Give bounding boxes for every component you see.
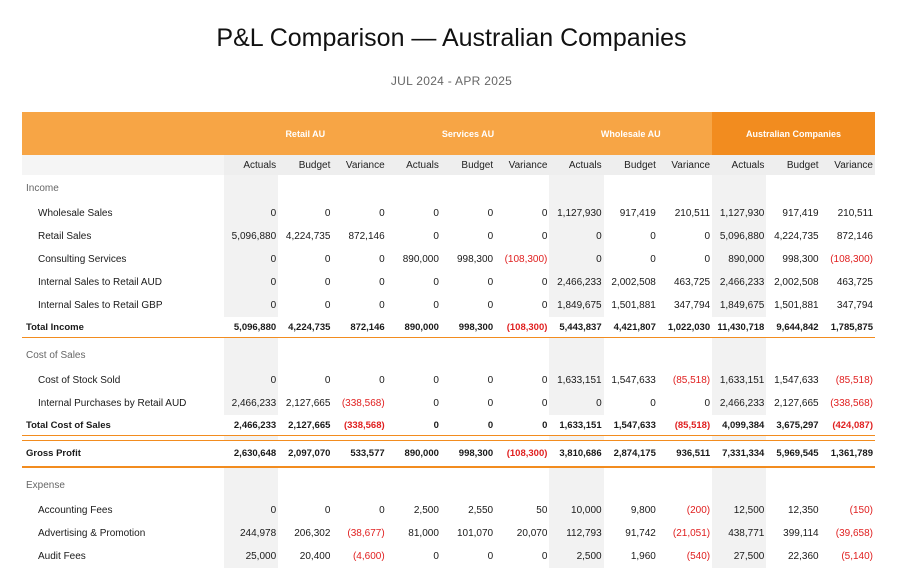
col-actuals: Actuals [549, 155, 603, 175]
value-cell: 0 [549, 392, 603, 415]
value-cell: 2,097,070 [278, 441, 332, 468]
value-cell: (108,300) [830, 254, 873, 265]
col-variance: Variance [821, 155, 875, 175]
row-label: Internal Sales to Retail AUD [38, 277, 162, 288]
value-cell: 206,302 [294, 528, 331, 539]
value-cell: 399,114 [783, 528, 819, 539]
value-cell: 0 [541, 398, 548, 409]
value-cell: 12,350 [787, 505, 819, 516]
row-label: Gross Profit [22, 441, 224, 468]
value-cell: 4,224,735 [278, 317, 332, 338]
value-cell: 3,675,297 [766, 415, 820, 436]
section-fill-cell [658, 472, 712, 499]
value-cell: 2,466,233 [712, 392, 766, 415]
value-cell: 0 [433, 300, 439, 311]
value-cell: 9,800 [630, 505, 656, 516]
value-cell: (85,518) [658, 415, 712, 436]
value-cell: (4,600) [352, 551, 385, 562]
value-cell: 0 [324, 300, 331, 311]
value-cell: 0 [433, 375, 439, 386]
table-row [22, 392, 875, 415]
value-cell: 0 [487, 375, 494, 386]
value-cell: 890,000 [712, 248, 766, 271]
row-label: Cost of Stock Sold [38, 375, 121, 386]
section-fill-cell [766, 472, 820, 499]
value-cell: (338,568) [341, 398, 385, 409]
value-cell: 25,000 [224, 545, 278, 568]
value-cell: 890,000 [402, 254, 439, 265]
section-fill-cell [441, 175, 495, 202]
section-label: Expense [26, 480, 65, 491]
value-cell: 2,630,648 [224, 441, 278, 468]
value-cell: 5,969,545 [766, 441, 820, 468]
value-cell: (200) [686, 505, 711, 516]
table-row [22, 225, 875, 248]
row-label: Total Cost of Sales [22, 415, 224, 436]
value-cell: 0 [487, 551, 494, 562]
value-cell: 1,785,875 [821, 317, 875, 338]
value-cell: (85,518) [672, 375, 711, 386]
row-label: Audit Fees [38, 551, 86, 562]
value-cell: 0 [324, 277, 331, 288]
group-header-row [22, 112, 875, 155]
section-fill-cell [712, 472, 766, 499]
value-cell: 0 [379, 208, 385, 219]
section-fill-cell [712, 342, 766, 369]
value-cell: 0 [224, 369, 278, 392]
col-variance: Variance [658, 155, 712, 175]
value-cell: (39,658) [835, 528, 873, 539]
value-cell: 0 [487, 208, 494, 219]
value-cell: 5,096,880 [224, 225, 278, 248]
value-cell: 1,127,930 [549, 202, 603, 225]
table-row [22, 271, 875, 294]
group-header-retail-au: Retail AU [224, 112, 387, 155]
value-cell: 4,224,735 [285, 231, 331, 242]
row-label: Accounting Fees [38, 505, 113, 516]
section-fill-cell [441, 472, 495, 499]
value-cell: 2,466,233 [224, 415, 278, 436]
value-cell: 0 [224, 271, 278, 294]
value-cell: 2,500 [549, 545, 603, 568]
pl-table [22, 112, 875, 568]
value-cell: 0 [379, 505, 385, 516]
value-cell: 3,810,686 [549, 441, 603, 468]
section-label: Income [26, 183, 59, 194]
subcolumn-header-row [22, 155, 875, 175]
value-cell: (540) [686, 551, 711, 562]
value-cell: 0 [487, 231, 494, 242]
value-cell: 1,501,881 [774, 300, 819, 311]
pl-report [22, 112, 875, 568]
section-fill-cell [604, 175, 658, 202]
value-cell: 2,002,508 [611, 277, 656, 288]
value-cell: 20,070 [516, 528, 548, 539]
value-cell: 1,960 [630, 551, 656, 562]
value-cell: 0 [433, 551, 439, 562]
value-cell: 81,000 [408, 528, 439, 539]
value-cell: 1,127,930 [712, 202, 766, 225]
table-row [22, 294, 875, 317]
table-row [22, 202, 875, 225]
section-fill-cell [332, 175, 386, 202]
value-cell: 0 [379, 375, 385, 386]
row-label: Advertising & Promotion [38, 528, 146, 539]
section-fill-cell [766, 175, 820, 202]
group-header-blank [22, 112, 224, 155]
value-cell: 0 [549, 225, 603, 248]
value-cell: 1,547,633 [604, 415, 658, 436]
value-cell: 917,419 [619, 208, 656, 219]
value-cell: 0 [379, 254, 385, 265]
value-cell: 1,633,151 [712, 369, 766, 392]
value-cell: 0 [224, 294, 278, 317]
section-fill-cell [387, 472, 441, 499]
section-fill-cell [495, 342, 549, 369]
gross-profit-row [22, 441, 875, 468]
value-cell: 27,500 [712, 545, 766, 568]
value-cell: 0 [487, 398, 494, 409]
section-fill-cell [604, 342, 658, 369]
group-header-australian-companies: Australian Companies [712, 112, 875, 155]
value-cell: 0 [704, 398, 711, 409]
col-budget: Budget [604, 155, 658, 175]
section-fill-cell [604, 472, 658, 499]
section-fill-cell [495, 175, 549, 202]
section-cost-of-sales [22, 342, 875, 369]
section-expense [22, 472, 875, 499]
value-cell: 0 [650, 254, 656, 265]
section-fill-cell [821, 472, 875, 499]
group-header-services-au: Services AU [387, 112, 550, 155]
value-cell: 998,300 [456, 254, 494, 265]
value-cell: 10,000 [549, 499, 603, 522]
value-cell: 0 [650, 231, 656, 242]
section-fill-cell [224, 472, 278, 499]
total-row [22, 317, 875, 338]
row-label: Consulting Services [38, 254, 127, 265]
section-fill-cell [387, 342, 441, 369]
table-row [22, 369, 875, 392]
section-fill-cell [278, 342, 332, 369]
value-cell: 0 [541, 551, 548, 562]
value-cell: 1,501,881 [611, 300, 656, 311]
value-cell: 347,794 [836, 300, 873, 311]
section-income [22, 175, 875, 202]
section-fill-cell [549, 472, 603, 499]
value-cell: 112,793 [549, 522, 603, 545]
value-cell: (38,677) [347, 528, 385, 539]
value-cell: 872,146 [348, 231, 385, 242]
value-cell: 0 [704, 254, 711, 265]
report-title: P&L Comparison — Australian Companies [216, 24, 687, 52]
value-cell: 2,466,233 [224, 392, 278, 415]
value-cell: 0 [324, 505, 331, 516]
value-cell: 872,146 [332, 317, 386, 338]
value-cell: 50 [536, 505, 548, 516]
section-fill-cell [821, 175, 875, 202]
value-cell: 2,127,665 [285, 398, 331, 409]
table-row [22, 499, 875, 522]
section-fill-cell [549, 342, 603, 369]
row-label: Internal Sales to Retail GBP [38, 300, 163, 311]
table-row [22, 248, 875, 271]
value-cell: 91,742 [625, 528, 656, 539]
value-cell: (5,140) [841, 551, 873, 562]
value-cell: 5,443,837 [549, 317, 603, 338]
section-fill-cell [821, 342, 875, 369]
value-cell: 0 [650, 398, 656, 409]
value-cell: 4,224,735 [774, 231, 819, 242]
section-fill-cell [332, 472, 386, 499]
value-cell: 0 [433, 231, 439, 242]
section-fill-cell [658, 175, 712, 202]
value-cell: 0 [433, 398, 439, 409]
value-cell: (108,300) [495, 317, 549, 338]
section-fill-cell [441, 342, 495, 369]
value-cell: 0 [387, 415, 441, 436]
section-fill-cell [224, 175, 278, 202]
value-cell: 12,500 [712, 499, 766, 522]
col-variance: Variance [495, 155, 549, 175]
value-cell: 0 [541, 231, 548, 242]
section-fill-cell [224, 342, 278, 369]
value-cell: 210,511 [837, 208, 873, 219]
value-cell: 22,360 [787, 551, 819, 562]
value-cell: 463,725 [673, 277, 711, 288]
value-cell: 463,725 [836, 277, 873, 288]
value-cell: 890,000 [387, 441, 441, 468]
value-cell: 1,361,789 [821, 441, 875, 468]
value-cell: 998,300 [441, 317, 495, 338]
value-cell: (338,568) [332, 415, 386, 436]
section-fill-cell [278, 175, 332, 202]
col-actuals: Actuals [224, 155, 278, 175]
value-cell: 0 [541, 375, 548, 386]
col-budget: Budget [766, 155, 820, 175]
value-cell: 4,421,807 [604, 317, 658, 338]
value-cell: 4,099,384 [712, 415, 766, 436]
value-cell: 0 [433, 208, 439, 219]
section-fill-cell [495, 472, 549, 499]
value-cell: 20,400 [299, 551, 331, 562]
value-cell: 2,500 [413, 505, 439, 516]
value-cell: 0 [541, 277, 548, 288]
value-cell: 0 [379, 277, 385, 288]
value-cell: 0 [379, 300, 385, 311]
value-cell: (21,051) [672, 528, 711, 539]
value-cell: 1,633,151 [549, 415, 603, 436]
value-cell: 917,419 [782, 208, 819, 219]
value-cell: (424,087) [821, 415, 875, 436]
value-cell: 1,849,675 [712, 294, 766, 317]
value-cell: 2,127,665 [278, 415, 332, 436]
value-cell: 2,127,665 [774, 398, 819, 409]
value-cell: 11,430,718 [712, 317, 766, 338]
row-label: Total Income [22, 317, 224, 338]
row-label: Internal Purchases by Retail AUD [38, 398, 187, 409]
value-cell: 7,331,334 [712, 441, 766, 468]
value-cell: 2,874,175 [604, 441, 658, 468]
value-cell: 890,000 [387, 317, 441, 338]
section-label: Cost of Sales [26, 350, 86, 361]
value-cell: 0 [441, 415, 495, 436]
value-cell: 0 [433, 277, 439, 288]
value-cell: 5,096,880 [224, 317, 278, 338]
value-cell: 0 [704, 231, 711, 242]
row-label: Retail Sales [38, 231, 92, 242]
value-cell: 0 [549, 248, 603, 271]
value-cell: 0 [541, 208, 548, 219]
value-cell: 0 [224, 248, 278, 271]
section-fill-cell [766, 342, 820, 369]
value-cell: (85,518) [835, 375, 873, 386]
section-fill-cell [712, 175, 766, 202]
value-cell: 872,146 [836, 231, 873, 242]
value-cell: 1,633,151 [549, 369, 603, 392]
value-cell: 1,547,633 [774, 375, 819, 386]
value-cell: 5,096,880 [712, 225, 766, 248]
report-period: JUL 2024 - APR 2025 [390, 74, 513, 88]
col-variance: Variance [332, 155, 386, 175]
value-cell: 998,300 [441, 441, 495, 468]
value-cell: 438,771 [712, 522, 766, 545]
value-cell: 9,644,842 [766, 317, 820, 338]
value-cell: 0 [487, 277, 494, 288]
value-cell: 533,577 [332, 441, 386, 468]
value-cell: 0 [224, 202, 278, 225]
value-cell: 998,300 [782, 254, 819, 265]
group-header-wholesale-au: Wholesale AU [549, 112, 712, 155]
value-cell: (108,300) [495, 441, 549, 468]
value-cell: 347,794 [673, 300, 711, 311]
value-cell: (338,568) [830, 398, 873, 409]
table-row [22, 545, 875, 568]
value-cell: 210,511 [674, 208, 711, 219]
total-row [22, 415, 875, 436]
value-cell: 244,978 [224, 522, 278, 545]
col-budget: Budget [278, 155, 332, 175]
section-fill-cell [387, 175, 441, 202]
section-fill-cell [278, 472, 332, 499]
value-cell: 0 [324, 375, 331, 386]
value-cell: 0 [487, 300, 494, 311]
value-cell: 2,466,233 [712, 271, 766, 294]
value-cell: 2,002,508 [774, 277, 819, 288]
value-cell: 1,547,633 [611, 375, 656, 386]
table-row [22, 522, 875, 545]
section-fill-cell [658, 342, 712, 369]
value-cell: (150) [849, 505, 873, 516]
value-cell: 0 [495, 415, 549, 436]
value-cell: 101,070 [456, 528, 494, 539]
value-cell: 1,849,675 [549, 294, 603, 317]
col-actuals: Actuals [387, 155, 441, 175]
value-cell: 1,022,030 [658, 317, 712, 338]
section-fill-cell [332, 342, 386, 369]
col-actuals: Actuals [712, 155, 766, 175]
value-cell: 0 [224, 499, 278, 522]
value-cell: 2,550 [468, 505, 494, 516]
value-cell: 0 [324, 254, 331, 265]
value-cell: (108,300) [504, 254, 548, 265]
value-cell: 2,466,233 [549, 271, 603, 294]
row-label: Wholesale Sales [38, 208, 113, 219]
value-cell: 0 [324, 208, 331, 219]
subcolumn-header-blank [22, 155, 224, 175]
col-budget: Budget [441, 155, 495, 175]
section-fill-cell [549, 175, 603, 202]
value-cell: 0 [541, 300, 548, 311]
value-cell: 936,511 [658, 441, 712, 468]
